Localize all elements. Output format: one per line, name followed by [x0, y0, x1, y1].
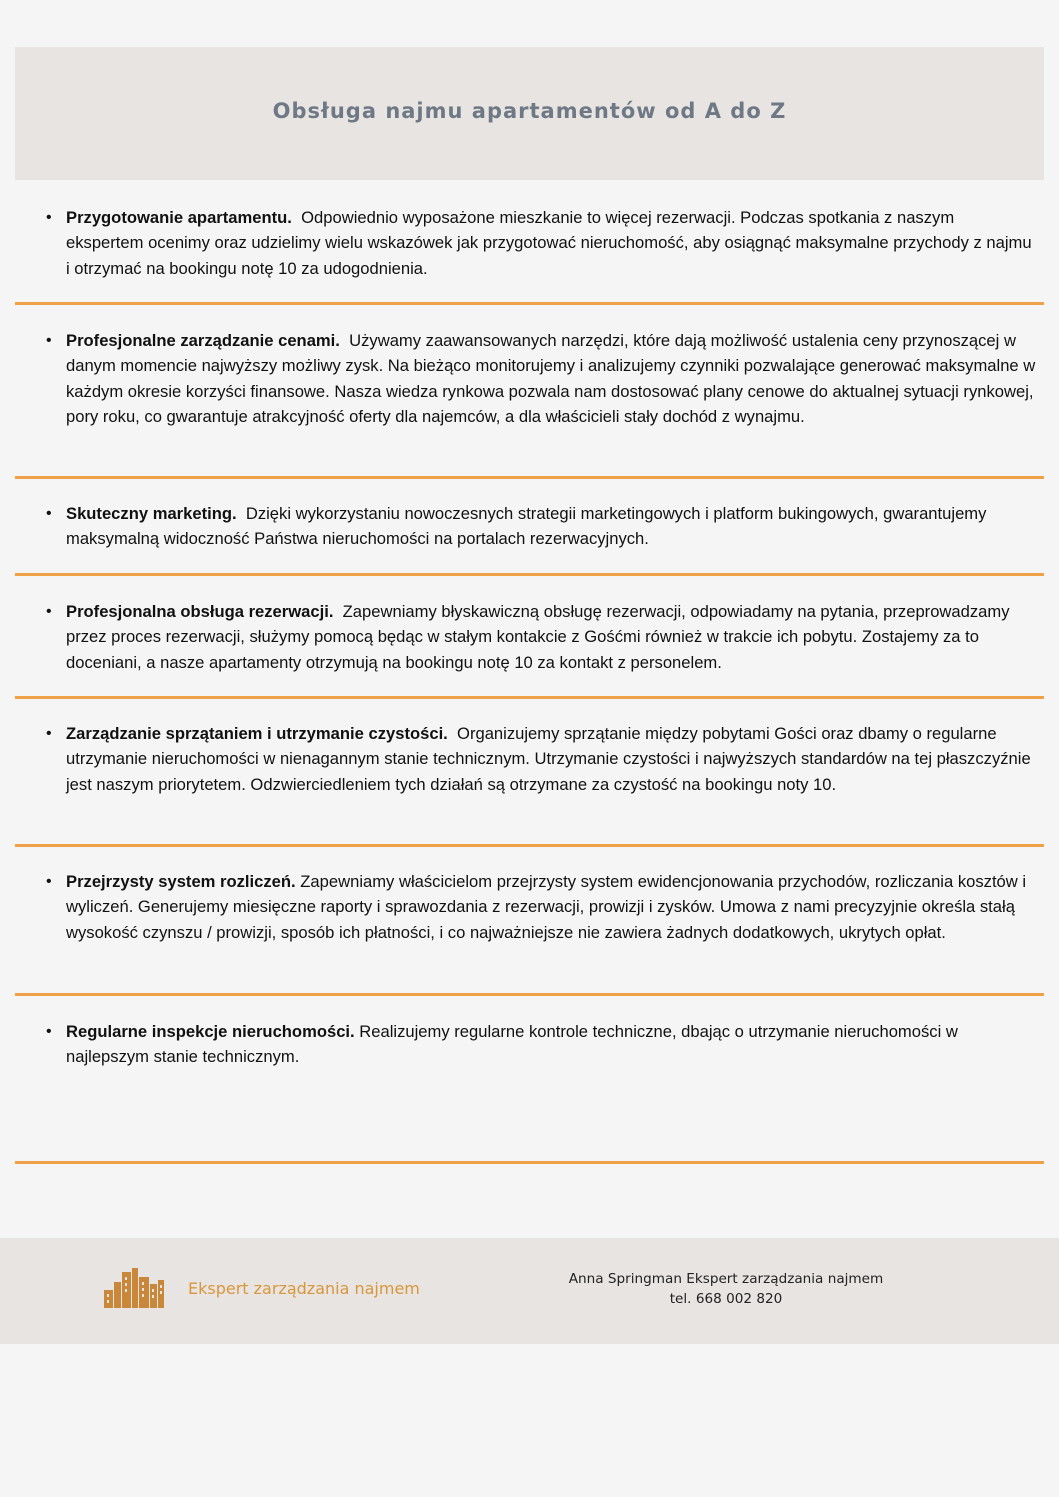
service-section-preparation [15, 205, 1044, 281]
bullet-icon: • [46, 603, 52, 620]
service-section-settlements [15, 869, 1044, 945]
contact-phone: tel. 668 002 820 [669, 1291, 783, 1307]
section-title: Zarządzanie sprzątaniem i utrzymanie czystości. [66, 724, 448, 743]
buildings-icon [104, 1268, 164, 1308]
section-divider [15, 302, 1044, 305]
section-title: Profesjonalne zarządzanie cenami. [66, 331, 340, 350]
section-title: Profesjonalna obsługa rezerwacji. [66, 602, 334, 621]
section-title: Skuteczny marketing. [66, 504, 237, 523]
section-text: Zapewniamy właścicielom przejrzysty system ewidencjonowania przychodów, rozliczania kosztów i wyliczeń. Generujemy miesięczne raporty i sprawozdania z rezerwacji, prowizji i zysków. Umowa z nami precyzyjnie określa stałą wysokość czynszu / prowizji, sposób ich płatności, i co najważniejsze nie zawiera żadnych dodatkowych, ukrytych opłat. [66, 872, 1027, 942]
section-divider [15, 1161, 1044, 1164]
section-title: Przygotowanie apartamentu. [66, 208, 292, 227]
list-item [46, 1019, 1044, 1070]
bullet-icon: • [46, 332, 52, 349]
service-list [15, 1019, 1044, 1070]
service-list [15, 501, 1044, 552]
service-list [15, 599, 1044, 675]
list-item [46, 205, 1044, 281]
list-item [46, 328, 1044, 429]
section-text: Realizujemy regularne kontrole techniczne, dbając o utrzymanie nieruchomości w najlepszym stanie technicznym. [66, 1022, 958, 1067]
service-section-reservations [15, 599, 1044, 675]
section-text: Odpowiednio wyposażone mieszkanie to więcej rezerwacji. Podczas spotkania z naszym ekspertem ocenimy oraz udzielimy wielu wskazówek jak przygotować nieruchomość, aby osiągnąć maksymalne przychody z najmu i otrzymać na bookingu notę 10 za udogodnienia. [66, 208, 1032, 278]
list-item [46, 869, 1044, 945]
list-item [46, 599, 1044, 675]
bullet-icon: • [46, 505, 52, 522]
contact-name: Anna Springman Ekspert zarządzania najmem [568, 1271, 884, 1287]
service-section-pricing [15, 328, 1044, 429]
section-divider [15, 476, 1044, 479]
service-list [15, 869, 1044, 945]
service-list [15, 205, 1044, 281]
page-title: Obsługa najmu apartamentów od A do Z [272, 99, 787, 123]
service-section-marketing [15, 501, 1044, 552]
section-title: Przejrzysty system rozliczeń. [66, 872, 296, 891]
footer-brand-name: Ekspert zarządzania najmem [188, 1279, 420, 1298]
service-list [15, 721, 1044, 797]
section-title: Regularne inspekcje nieruchomości. [66, 1022, 355, 1041]
section-divider [15, 993, 1044, 996]
bullet-icon: • [46, 873, 52, 890]
section-text: Zapewniamy błyskawiczną obsługę rezerwacji, odpowiadamy na pytania, przeprowadzamy przez proces rezerwacji, służymy pomocą będąc w stałym kontakcie z Gośćmi również w trakcie ich pobytu. Zostajemy za to doceniani, a nasze apartamenty otrzymują na bookingu notę 10 za kontakt z personelem. [66, 602, 1010, 672]
service-section-cleaning [15, 721, 1044, 797]
section-text: Dzięki wykorzystaniu nowoczesnych strategii marketingowych i platform bukingowych, gwarantujemy maksymalną widoczność Państwa nieruchomości na portalach rezerwacyjnych. [66, 504, 987, 549]
section-divider [15, 696, 1044, 699]
bullet-icon: • [46, 725, 52, 742]
section-text: Używamy zaawansowanych narzędzi, które dają możliwość ustalenia ceny przynoszącej w danym momencie najwyższy możliwy zysk. Na bieżąco monitorujemy i analizujemy czynniki pozwalające generować maksymalne w każdym okresie korzyści finansowe. Nasza wiedza rynkowa pozwala nam dostosować plany cenowe do aktualnej sytuacji rynkowej, pory roku, co gwarantuje atrakcyjność oferty dla najemców, a dla właścicieli stały dochód z wynajmu. [66, 331, 1036, 426]
section-text: Organizujemy sprzątanie między pobytami Gości oraz dbamy o regularne utrzymanie nieruchomości w nienagannym stanie technicznym. Utrzymanie czystości i najwyższych standardów na tej płaszczyźnie jest naszym priorytetem. Odzwierciedleniem tych działań są otrzymane za czystość na bookingu noty 10. [66, 724, 1031, 794]
list-item [46, 501, 1044, 552]
footer-contact [540, 1269, 912, 1309]
bullet-icon: • [46, 209, 52, 226]
service-list [15, 328, 1044, 429]
section-divider [15, 844, 1044, 847]
section-divider [15, 573, 1044, 576]
footer [0, 1238, 1059, 1344]
service-section-inspections [15, 1019, 1044, 1070]
bullet-icon: • [46, 1023, 52, 1040]
list-item [46, 721, 1044, 797]
